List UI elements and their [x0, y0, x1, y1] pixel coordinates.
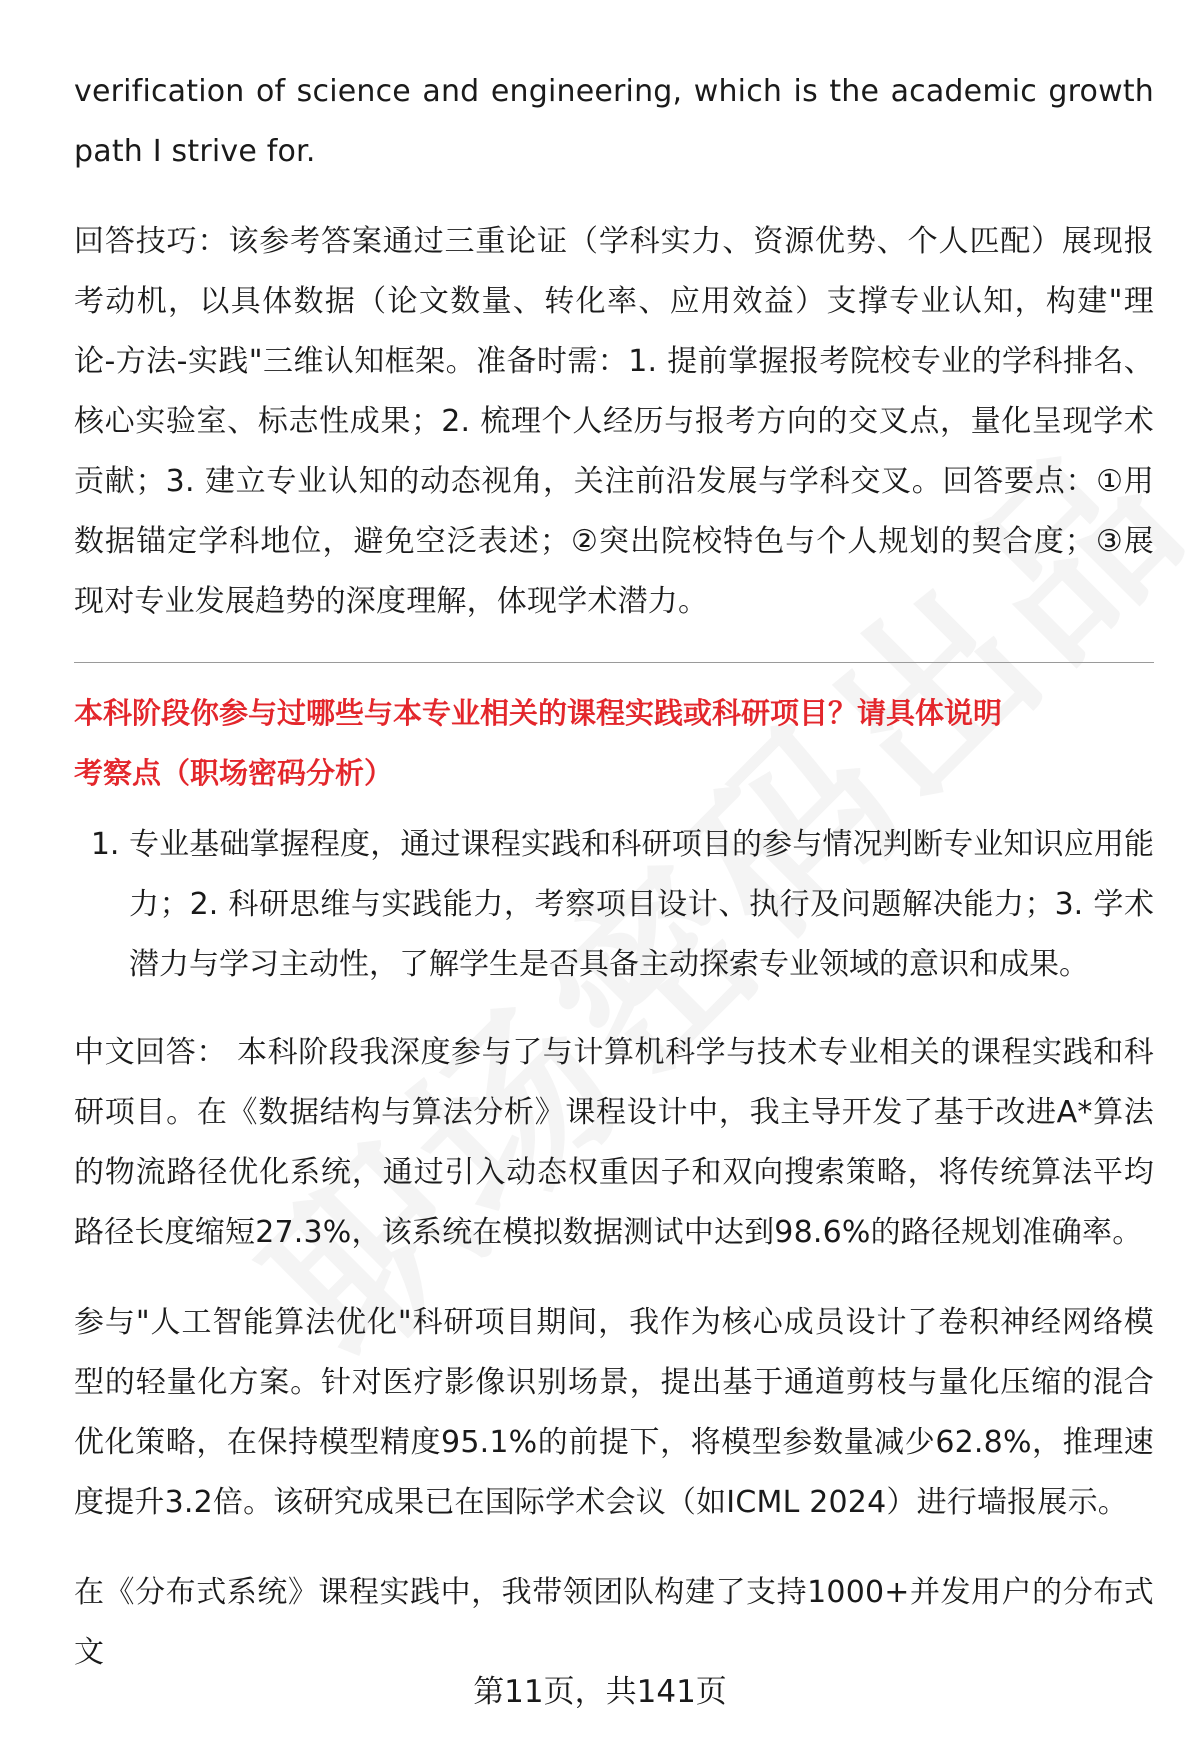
- answer-paragraph-3: 在《分布式系统》课程实践中，我带领团队构建了支持1000+并发用户的分布式文: [74, 1575, 1154, 1670]
- section-divider: [74, 662, 1154, 663]
- assessment-points-list: [74, 815, 1154, 995]
- answer-tips-paragraph: 回答技巧：该参考答案通过三重论证（学科实力、资源优势、个人匹配）展现报考动机，以具体数据（论文数量、转化率、应用效益）支撑专业认知，构建"理论-方法-实践"三维认知框架。准备时需：1. 提前掌握报考院校专业的学科排名、核心实验室、标志性成果；2. 梳理个人经历与报考方向的交叉点，量化呈现学术贡献；3. 建立专业认知的动态视角，关注前沿发展与学科交叉。回答要点：①用数据锚定学科地位，避免空泛表述；②突出院校特色与个人规划的契合度；③展现对专业发展趋势的深度理解，体现学术潜力。: [74, 224, 1154, 619]
- answer-paragraph-1: 中文回答： 本科阶段我深度参与了与计算机科学与技术专业相关的课程实践和科研项目。在《数据结构与算法分析》课程设计中，我主导开发了基于改进A*算法的物流路径优化系统，通过引入动态权重因子和双向搜索策略，将传统算法平均路径长度缩短27.3%，该系统在模拟数据测试中达到98.6%的路径规划准确率。: [74, 1035, 1154, 1250]
- question-heading: 本科阶段你参与过哪些与本专业相关的课程实践或科研项目？请具体说明: [74, 696, 1003, 730]
- assessment-points-heading: 考察点（职场密码分析）: [74, 756, 394, 790]
- list-item: 1. 专业基础掌握程度，通过课程实践和科研项目的参与情况判断专业知识应用能力；2. 科研思维与实践能力，考察项目设计、执行及问题解决能力；3. 学术潜力与学习主动性，了解学生是否具备主动探索专业领域的意识和成果。: [129, 815, 1154, 995]
- page-number-footer: 第11页，共141页: [473, 1674, 727, 1710]
- page-content: [74, 62, 1154, 1713]
- paragraph-english-continuation: verification of science and engineering, which is the academic growth path I strive for.: [74, 74, 1154, 169]
- answer-paragraph-2: 参与"人工智能算法优化"科研项目期间，我作为核心成员设计了卷积神经网络模型的轻量化方案。针对医疗影像识别场景，提出基于通道剪枝与量化压缩的混合优化策略，在保持模型精度95.1%的前提下，将模型参数量减少62.8%，推理速度提升3.2倍。该研究成果已在国际学术会议（如ICML 2024）进行墙报展示。: [74, 1305, 1154, 1520]
